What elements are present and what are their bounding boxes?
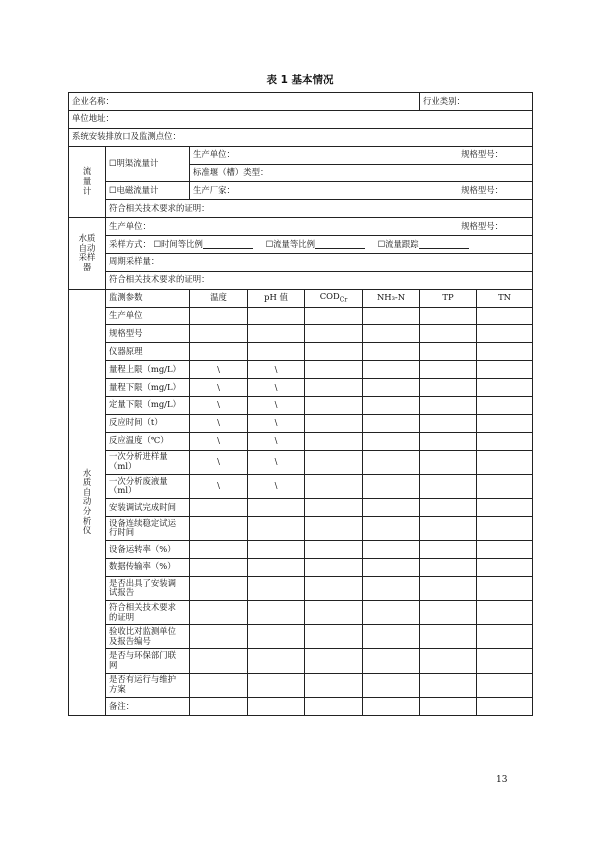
analyzer-row	[69, 414, 533, 432]
analyzer-cell[interactable]	[190, 307, 248, 325]
analyzer-cell[interactable]	[190, 649, 248, 673]
sampling-method-row[interactable]	[106, 236, 533, 254]
remarks-cell[interactable]	[305, 697, 363, 715]
flow-meter-manufacturer-row[interactable]	[190, 182, 533, 200]
header-tp: TP	[420, 289, 477, 307]
analyzer-cell[interactable]	[420, 649, 477, 673]
analyzer-cell[interactable]	[363, 414, 420, 432]
remarks-label: 备注：	[106, 697, 190, 715]
analyzer-row	[69, 343, 533, 361]
analyzer-cell[interactable]	[477, 540, 533, 558]
remarks-cell[interactable]	[363, 697, 420, 715]
analyzer-cell[interactable]	[477, 600, 533, 624]
analyzer-cell[interactable]	[363, 325, 420, 343]
analyzer-row-label: 设备连续稳定试运 行时间	[106, 516, 190, 540]
analyzer-cell[interactable]: \	[190, 450, 248, 474]
analyzer-cell[interactable]	[477, 343, 533, 361]
analyzer-cell[interactable]	[248, 600, 305, 624]
analyzer-cell[interactable]	[420, 379, 477, 397]
analyzer-row-label: 是否出具了安装调 试报告	[106, 576, 190, 600]
analyzer-cell[interactable]	[363, 673, 420, 697]
analyzer-cell[interactable]	[420, 396, 477, 414]
analyzer-cell[interactable]	[420, 576, 477, 600]
analyzer-cell[interactable]	[190, 325, 248, 343]
analyzer-cell[interactable]	[190, 600, 248, 624]
analyzer-side-label: 水 质 自 动 分 析 仪	[69, 289, 106, 715]
analyzer-cell[interactable]	[420, 474, 477, 498]
analyzer-row-label: 反应时间（t）	[106, 414, 190, 432]
analyzer-cell[interactable]	[420, 558, 477, 576]
analyzer-cell[interactable]	[305, 325, 363, 343]
analyzer-cell[interactable]	[248, 625, 305, 649]
sampler-producer-row[interactable]	[106, 218, 533, 236]
analyzer-cell[interactable]	[305, 558, 363, 576]
analyzer-cell[interactable]	[420, 498, 477, 516]
analyzer-cell[interactable]: \	[190, 396, 248, 414]
analyzer-cell[interactable]	[248, 558, 305, 576]
flow-meter-cert-field[interactable]: 符合相关技术要求的证明：	[106, 200, 533, 218]
page-number: 13	[496, 775, 508, 785]
analyzer-cell[interactable]	[190, 498, 248, 516]
analyzer-cell[interactable]	[305, 540, 363, 558]
analyzer-row-label: 设备运转率（%）	[106, 540, 190, 558]
analyzer-row	[69, 325, 533, 343]
analyzer-row-label: 规格型号	[106, 325, 190, 343]
analyzer-row	[69, 649, 533, 673]
analyzer-cell[interactable]	[305, 474, 363, 498]
analyzer-cell[interactable]	[305, 516, 363, 540]
analyzer-row	[69, 540, 533, 558]
analyzer-row	[69, 576, 533, 600]
analyzer-cell[interactable]	[305, 625, 363, 649]
analyzer-row-label: 符合相关技术要求 的证明	[106, 600, 190, 624]
analyzer-cell[interactable]: \	[248, 432, 305, 450]
analyzer-cell[interactable]	[248, 498, 305, 516]
time-proportional-checkbox[interactable]: ☐时间等比例	[153, 238, 203, 249]
analyzer-cell[interactable]: \	[248, 379, 305, 397]
analyzer-row	[69, 432, 533, 450]
analyzer-cell[interactable]	[248, 649, 305, 673]
analyzer-cell[interactable]	[363, 474, 420, 498]
analyzer-cell[interactable]	[477, 450, 533, 474]
analyzer-cell[interactable]	[305, 432, 363, 450]
analyzer-row-label: 生产单位	[106, 307, 190, 325]
analyzer-row-label: 验收比对监测单位 及报告编号	[106, 625, 190, 649]
sampling-method-label: 采样方式：	[109, 238, 151, 249]
analyzer-row-label: 仪器原理	[106, 343, 190, 361]
analyzer-cell[interactable]: \	[248, 450, 305, 474]
analyzer-cell[interactable]	[190, 558, 248, 576]
cod-label: COD	[319, 290, 340, 301]
analyzer-cell[interactable]	[420, 600, 477, 624]
analyzer-row-label: 一次分析进样量 （ml）	[106, 450, 190, 474]
blank-line	[203, 240, 253, 249]
weir-type-field[interactable]: 标准堰（槽）类型：	[190, 164, 533, 182]
flow-proportional-checkbox[interactable]: ☐流量等比例	[265, 238, 315, 249]
analyzer-cell[interactable]	[363, 516, 420, 540]
analyzer-cell[interactable]	[305, 414, 363, 432]
analyzer-cell[interactable]: \	[248, 396, 305, 414]
header-temperature: 温度	[190, 289, 248, 307]
header-nh3n: NH₃-N	[363, 289, 420, 307]
remarks-row	[69, 697, 533, 715]
analyzer-row	[69, 600, 533, 624]
analyzer-row-label: 量程下限（mg/L）	[106, 379, 190, 397]
analyzer-cell[interactable]	[363, 432, 420, 450]
analyzer-row	[69, 558, 533, 576]
analyzer-cell[interactable]	[363, 558, 420, 576]
outlet-points-field[interactable]: 系统安装排放口及监测点位：	[69, 128, 533, 146]
analyzer-cell[interactable]	[420, 361, 477, 379]
analyzer-cell[interactable]	[477, 558, 533, 576]
analyzer-row-label: 一次分析废液量 （ml）	[106, 474, 190, 498]
analyzer-cell[interactable]	[420, 307, 477, 325]
page-title: 表 1 基本情况	[266, 74, 334, 86]
analyzer-cell[interactable]	[420, 432, 477, 450]
electromagnetic-checkbox[interactable]: ☐电磁流量计	[106, 182, 190, 200]
analyzer-cell[interactable]	[420, 625, 477, 649]
analyzer-cell[interactable]	[363, 498, 420, 516]
analyzer-cell[interactable]: \	[190, 474, 248, 498]
analyzer-row	[69, 307, 533, 325]
analyzer-row	[69, 625, 533, 649]
analyzer-cell[interactable]	[363, 450, 420, 474]
analyzer-cell[interactable]	[248, 343, 305, 361]
enterprise-name-field[interactable]: 企业名称：	[69, 93, 420, 111]
cod-subscript: Cr	[339, 296, 348, 304]
period-sampling-field[interactable]: 周期采样量：	[106, 253, 533, 271]
analyzer-cell[interactable]	[477, 325, 533, 343]
analyzer-row-label: 定量下限（mg/L）	[106, 396, 190, 414]
analyzer-cell[interactable]	[305, 673, 363, 697]
analyzer-row	[69, 361, 533, 379]
sampler-cert-field[interactable]: 符合相关技术要求的证明：	[106, 271, 533, 289]
producer-label: 生产单位：	[109, 220, 151, 231]
blank-line	[419, 240, 469, 249]
model-label: 规格型号：	[461, 149, 504, 160]
header-parameter: 监测参数	[106, 289, 190, 307]
analyzer-cell[interactable]	[248, 516, 305, 540]
analyzer-cell[interactable]: \	[190, 414, 248, 432]
analyzer-cell[interactable]	[420, 414, 477, 432]
analyzer-cell[interactable]	[363, 600, 420, 624]
analyzer-row-label: 安装调试完成时间	[106, 498, 190, 516]
analyzer-cell[interactable]	[248, 673, 305, 697]
analyzer-cell[interactable]	[305, 379, 363, 397]
analyzer-cell[interactable]	[248, 576, 305, 600]
analyzer-cell[interactable]	[248, 307, 305, 325]
analyzer-cell[interactable]: \	[248, 361, 305, 379]
header-cod	[305, 289, 363, 307]
sampler-side-label: 水质 自动 采样 器	[69, 218, 106, 290]
analyzer-cell[interactable]	[190, 540, 248, 558]
analyzer-cell[interactable]	[477, 673, 533, 697]
open-channel-checkbox[interactable]: ☐明渠流量计	[106, 146, 190, 182]
analyzer-cell[interactable]	[363, 343, 420, 361]
analyzer-cell[interactable]	[363, 307, 420, 325]
analyzer-cell[interactable]	[420, 325, 477, 343]
analyzer-cell[interactable]	[305, 396, 363, 414]
analyzer-cell[interactable]	[363, 361, 420, 379]
analyzer-cell[interactable]	[477, 625, 533, 649]
analyzer-cell[interactable]	[190, 343, 248, 361]
model-label: 规格型号：	[461, 184, 504, 195]
analyzer-cell[interactable]	[420, 540, 477, 558]
remarks-cell[interactable]	[248, 697, 305, 715]
analyzer-cell[interactable]	[305, 307, 363, 325]
analyzer-cell[interactable]	[190, 673, 248, 697]
basic-info-table	[68, 92, 533, 716]
header-tn: TN	[477, 289, 533, 307]
analyzer-cell[interactable]	[305, 343, 363, 361]
producer-label: 生产单位：	[193, 149, 235, 160]
analyzer-cell[interactable]: \	[248, 414, 305, 432]
analyzer-cell[interactable]	[363, 649, 420, 673]
analyzer-cell[interactable]	[477, 516, 533, 540]
analyzer-cell[interactable]	[420, 516, 477, 540]
analyzer-cell[interactable]	[248, 540, 305, 558]
analyzer-cell[interactable]	[248, 325, 305, 343]
analyzer-cell[interactable]	[190, 516, 248, 540]
analyzer-cell[interactable]: \	[190, 379, 248, 397]
analyzer-cell[interactable]	[420, 450, 477, 474]
analyzer-cell[interactable]	[363, 625, 420, 649]
analyzer-cell[interactable]	[477, 361, 533, 379]
analyzer-cell[interactable]	[363, 396, 420, 414]
remarks-cell[interactable]	[477, 697, 533, 715]
analyzer-cell[interactable]	[477, 498, 533, 516]
analyzer-cell[interactable]	[305, 498, 363, 516]
remarks-cell[interactable]	[190, 697, 248, 715]
analyzer-cell[interactable]	[305, 649, 363, 673]
header-ph: pH 值	[248, 289, 305, 307]
analyzer-cell[interactable]: \	[248, 474, 305, 498]
analyzer-row	[69, 474, 533, 498]
analyzer-cell[interactable]: \	[190, 432, 248, 450]
flow-tracking-checkbox[interactable]: ☐流量跟踪	[377, 238, 419, 249]
analyzer-cell[interactable]	[420, 343, 477, 361]
analyzer-cell[interactable]	[477, 379, 533, 397]
analyzer-row	[69, 673, 533, 697]
analyzer-cell[interactable]	[305, 450, 363, 474]
flow-meter-producer-row[interactable]	[190, 146, 533, 164]
analyzer-cell[interactable]	[190, 576, 248, 600]
analyzer-row-label: 量程上限（mg/L）	[106, 361, 190, 379]
blank-line	[315, 240, 365, 249]
analyzer-cell[interactable]	[477, 649, 533, 673]
analyzer-row	[69, 396, 533, 414]
analyzer-row-label: 是否有运行与维护 方案	[106, 673, 190, 697]
analyzer-cell[interactable]	[477, 396, 533, 414]
analyzer-cell[interactable]	[477, 414, 533, 432]
analyzer-cell[interactable]	[420, 673, 477, 697]
analyzer-cell[interactable]	[477, 576, 533, 600]
analyzer-row	[69, 450, 533, 474]
analyzer-cell[interactable]	[190, 625, 248, 649]
unit-address-field[interactable]: 单位地址：	[69, 110, 533, 128]
remarks-cell[interactable]	[420, 697, 477, 715]
analyzer-cell[interactable]	[363, 576, 420, 600]
analyzer-row-label: 是否与环保部门联 网	[106, 649, 190, 673]
flow-meter-side-label: 流 量 计	[69, 146, 106, 218]
analyzer-cell[interactable]	[477, 432, 533, 450]
model-label: 规格型号：	[461, 220, 504, 231]
analyzer-cell[interactable]	[477, 474, 533, 498]
manufacturer-label: 生产厂家：	[193, 184, 235, 195]
analyzer-cell[interactable]: \	[190, 361, 248, 379]
analyzer-cell[interactable]	[305, 576, 363, 600]
analyzer-row	[69, 516, 533, 540]
analyzer-cell[interactable]	[477, 307, 533, 325]
analyzer-cell[interactable]	[305, 600, 363, 624]
analyzer-cell[interactable]	[363, 540, 420, 558]
analyzer-row	[69, 498, 533, 516]
analyzer-row-label: 反应温度（℃）	[106, 432, 190, 450]
analyzer-row-label: 数据传输率（%）	[106, 558, 190, 576]
industry-type-field[interactable]: 行业类别：	[420, 93, 533, 111]
analyzer-row	[69, 379, 533, 397]
analyzer-cell[interactable]	[363, 379, 420, 397]
analyzer-cell[interactable]	[305, 361, 363, 379]
